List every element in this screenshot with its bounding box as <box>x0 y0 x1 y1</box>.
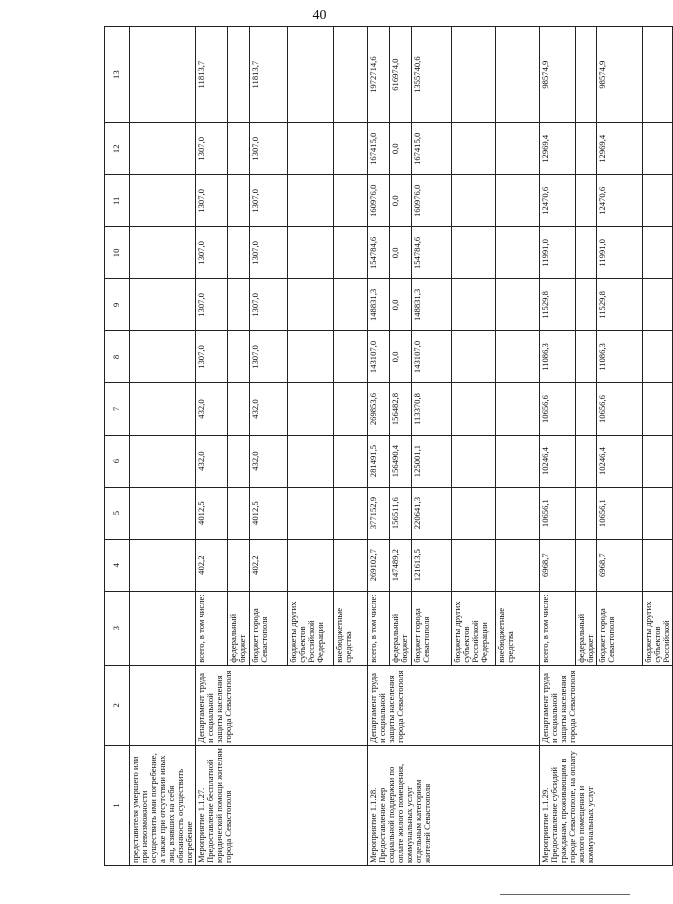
continuation-text: представителя умершего или при невозможности осуществить ими погребение, а также при отсутствии иных лиц, взявших на себя обязанность осуществить погребение <box>130 745 196 865</box>
value-cell <box>496 175 540 227</box>
value-cell <box>452 279 496 331</box>
value-cell: 269102,7 <box>368 539 390 591</box>
value-cell <box>496 123 540 175</box>
value-cell <box>288 539 334 591</box>
value-cell: 4012,5 <box>196 487 228 539</box>
value-cell <box>228 435 250 487</box>
value-cell <box>576 383 597 435</box>
funding-source: бюджет города Севастополя <box>597 591 643 665</box>
value-cell: 0,0 <box>390 123 412 175</box>
value-cell <box>228 123 250 175</box>
measure-executor: Департамент труда и социальной защиты населения города Севастополя <box>540 665 673 745</box>
value-cell <box>334 279 368 331</box>
funding-source: бюджет города Севастополя <box>412 591 452 665</box>
value-cell: 432,0 <box>196 383 228 435</box>
column-header: 12 <box>105 123 130 175</box>
value-cell <box>576 487 597 539</box>
value-cell: 10656,1 <box>597 487 643 539</box>
value-cell: 143107,0 <box>368 331 390 383</box>
value-cell <box>228 487 250 539</box>
value-cell: 432,0 <box>250 383 288 435</box>
value-cell <box>496 487 540 539</box>
value-cell <box>576 331 597 383</box>
value-cell: 154784,6 <box>412 227 452 279</box>
value-cell <box>643 279 673 331</box>
value-cell <box>228 539 250 591</box>
column-header: 3 <box>105 591 130 665</box>
value-cell: 10656,6 <box>540 383 576 435</box>
value-cell <box>452 227 496 279</box>
value-cell <box>334 175 368 227</box>
value-cell <box>288 331 334 383</box>
value-cell: 4012,5 <box>250 487 288 539</box>
funding-source: федеральный бюджет <box>390 591 412 665</box>
value-cell <box>496 27 540 123</box>
value-cell: 143107,0 <box>412 331 452 383</box>
value-cell: 156511,6 <box>390 487 412 539</box>
value-cell <box>452 435 496 487</box>
funding-source: всего, в том числе: <box>540 591 576 665</box>
value-cell <box>288 123 334 175</box>
header-row <box>105 27 130 866</box>
value-cell <box>643 175 673 227</box>
column-header: 11 <box>105 175 130 227</box>
value-cell: 113370,8 <box>412 383 452 435</box>
value-cell: 0,0 <box>390 227 412 279</box>
measure-title: Мероприятие 1.1.29. Предоставление субсидий гражданам, проживающим в городе Севастополе, на оплату жилого помещения и коммунальных услуг <box>540 745 673 865</box>
value-cell <box>576 27 597 123</box>
value-cell: 0,0 <box>390 331 412 383</box>
table-row <box>196 27 228 866</box>
funding-source: бюджет города Севастополя <box>250 591 288 665</box>
continuation-row <box>130 27 196 866</box>
value-cell <box>452 383 496 435</box>
value-cell: 402,2 <box>250 539 288 591</box>
value-cell <box>334 435 368 487</box>
value-cell: 10246,4 <box>597 435 643 487</box>
value-cell: 167415,0 <box>412 123 452 175</box>
value-cell <box>643 27 673 123</box>
value-cell <box>452 487 496 539</box>
value-cell: 1307,0 <box>196 279 228 331</box>
value-cell: 432,0 <box>250 435 288 487</box>
value-cell <box>228 331 250 383</box>
measure-executor: Департамент труда и социальной защиты населения города Севастополя <box>196 665 368 745</box>
funding-source: внебюджетные средства <box>334 591 368 665</box>
value-cell <box>288 27 334 123</box>
column-header: 7 <box>105 383 130 435</box>
value-cell: 148831,3 <box>368 279 390 331</box>
value-cell <box>452 175 496 227</box>
value-cell <box>452 27 496 123</box>
measure-title: Мероприятие 1.1.27. Предоставление бесплатной юридической помощи жителям города Севастополя <box>196 745 368 865</box>
funding-source: всего, в том числе: <box>196 591 228 665</box>
value-cell: 98574,9 <box>540 27 576 123</box>
value-cell: 11086,3 <box>597 331 643 383</box>
value-cell <box>643 539 673 591</box>
measure-title: Мероприятие 1.1.28. Предоставление мер социальной поддержки по оплате жилого помещения, коммунальных услуг отдельным категориям жителей Севастополя <box>368 745 540 865</box>
value-cell <box>496 539 540 591</box>
column-header: 5 <box>105 487 130 539</box>
column-header: 10 <box>105 227 130 279</box>
value-cell <box>643 227 673 279</box>
value-cell: 1307,0 <box>196 227 228 279</box>
value-cell: 12969,4 <box>597 123 643 175</box>
value-cell: 11529,8 <box>540 279 576 331</box>
funding-table <box>104 26 673 866</box>
value-cell: 160976,0 <box>412 175 452 227</box>
value-cell: 154784,6 <box>368 227 390 279</box>
value-cell: 12969,4 <box>540 123 576 175</box>
value-cell: 269853,6 <box>368 383 390 435</box>
value-cell <box>643 487 673 539</box>
value-cell: 220641,3 <box>412 487 452 539</box>
funding-source: внебюджетные средства <box>496 591 540 665</box>
funding-source: бюджеты других субъектов Российской Федерации <box>452 591 496 665</box>
value-cell: 1972714,6 <box>368 27 390 123</box>
value-cell <box>288 383 334 435</box>
value-cell: 402,2 <box>196 539 228 591</box>
value-cell <box>228 383 250 435</box>
value-cell: 1307,0 <box>196 123 228 175</box>
value-cell: 148831,3 <box>412 279 452 331</box>
value-cell <box>228 175 250 227</box>
column-header: 9 <box>105 279 130 331</box>
value-cell: 10656,1 <box>540 487 576 539</box>
funding-source: всего, в том числе: <box>368 591 390 665</box>
value-cell <box>496 331 540 383</box>
value-cell <box>496 383 540 435</box>
column-header: 6 <box>105 435 130 487</box>
value-cell: 11991,0 <box>597 227 643 279</box>
value-cell: 1307,0 <box>250 123 288 175</box>
value-cell <box>334 227 368 279</box>
value-cell <box>334 331 368 383</box>
value-cell <box>452 539 496 591</box>
value-cell <box>496 279 540 331</box>
table-row <box>368 27 390 866</box>
value-cell: 0,0 <box>390 175 412 227</box>
value-cell: 6968,7 <box>597 539 643 591</box>
value-cell: 12470,6 <box>540 175 576 227</box>
value-cell: 11813,7 <box>250 27 288 123</box>
value-cell <box>452 123 496 175</box>
table-row <box>540 27 576 866</box>
value-cell: 1307,0 <box>196 175 228 227</box>
page-number: 40 <box>312 8 327 23</box>
value-cell: 281491,5 <box>368 435 390 487</box>
value-cell: 616974,0 <box>390 27 412 123</box>
value-cell: 121613,5 <box>412 539 452 591</box>
value-cell: 1307,0 <box>250 279 288 331</box>
value-cell <box>576 539 597 591</box>
value-cell: 1307,0 <box>196 331 228 383</box>
value-cell <box>643 331 673 383</box>
value-cell <box>334 487 368 539</box>
value-cell <box>288 487 334 539</box>
value-cell <box>334 123 368 175</box>
funding-source: федеральный бюджет <box>576 591 597 665</box>
value-cell <box>643 435 673 487</box>
column-header: 2 <box>105 665 130 745</box>
value-cell <box>576 175 597 227</box>
column-header: 1 <box>105 745 130 865</box>
value-cell: 125001,1 <box>412 435 452 487</box>
column-header: 8 <box>105 331 130 383</box>
value-cell <box>643 383 673 435</box>
value-cell <box>334 539 368 591</box>
value-cell: 11086,3 <box>540 331 576 383</box>
value-cell: 156490,4 <box>390 435 412 487</box>
value-cell <box>576 435 597 487</box>
value-cell: 432,0 <box>196 435 228 487</box>
column-header: 4 <box>105 539 130 591</box>
value-cell: 377152,9 <box>368 487 390 539</box>
value-cell <box>452 331 496 383</box>
value-cell: 98574,9 <box>597 27 643 123</box>
value-cell: 1307,0 <box>250 227 288 279</box>
value-cell <box>228 27 250 123</box>
value-cell <box>496 227 540 279</box>
value-cell: 11813,7 <box>196 27 228 123</box>
value-cell: 12470,6 <box>597 175 643 227</box>
value-cell <box>576 123 597 175</box>
value-cell: 160976,0 <box>368 175 390 227</box>
value-cell: 167415,0 <box>368 123 390 175</box>
funding-source: федеральный бюджет <box>228 591 250 665</box>
value-cell <box>576 227 597 279</box>
value-cell: 10656,6 <box>597 383 643 435</box>
value-cell <box>288 175 334 227</box>
value-cell: 156482,8 <box>390 383 412 435</box>
value-cell: 11529,8 <box>597 279 643 331</box>
value-cell <box>288 435 334 487</box>
value-cell: 1307,0 <box>250 175 288 227</box>
value-cell: 6968,7 <box>540 539 576 591</box>
value-cell <box>228 279 250 331</box>
value-cell: 1307,0 <box>250 331 288 383</box>
value-cell <box>334 27 368 123</box>
value-cell <box>288 279 334 331</box>
value-cell: 1355740,6 <box>412 27 452 123</box>
value-cell <box>576 279 597 331</box>
value-cell <box>643 123 673 175</box>
footer-line <box>500 894 630 895</box>
value-cell <box>228 227 250 279</box>
value-cell <box>334 383 368 435</box>
value-cell: 11991,0 <box>540 227 576 279</box>
funding-source: бюджеты других субъектов Российской Федерации <box>288 591 334 665</box>
table-rotation-wrapper <box>104 26 672 866</box>
column-header: 13 <box>105 27 130 123</box>
value-cell <box>496 435 540 487</box>
value-cell <box>288 227 334 279</box>
value-cell: 147489,2 <box>390 539 412 591</box>
funding-source: бюджеты других субъектов Российской <box>643 591 673 665</box>
value-cell: 10246,4 <box>540 435 576 487</box>
table-body <box>130 27 673 866</box>
measure-executor: Департамент труда и социальной защиты населения города Севастополя <box>368 665 540 745</box>
value-cell: 0,0 <box>390 279 412 331</box>
